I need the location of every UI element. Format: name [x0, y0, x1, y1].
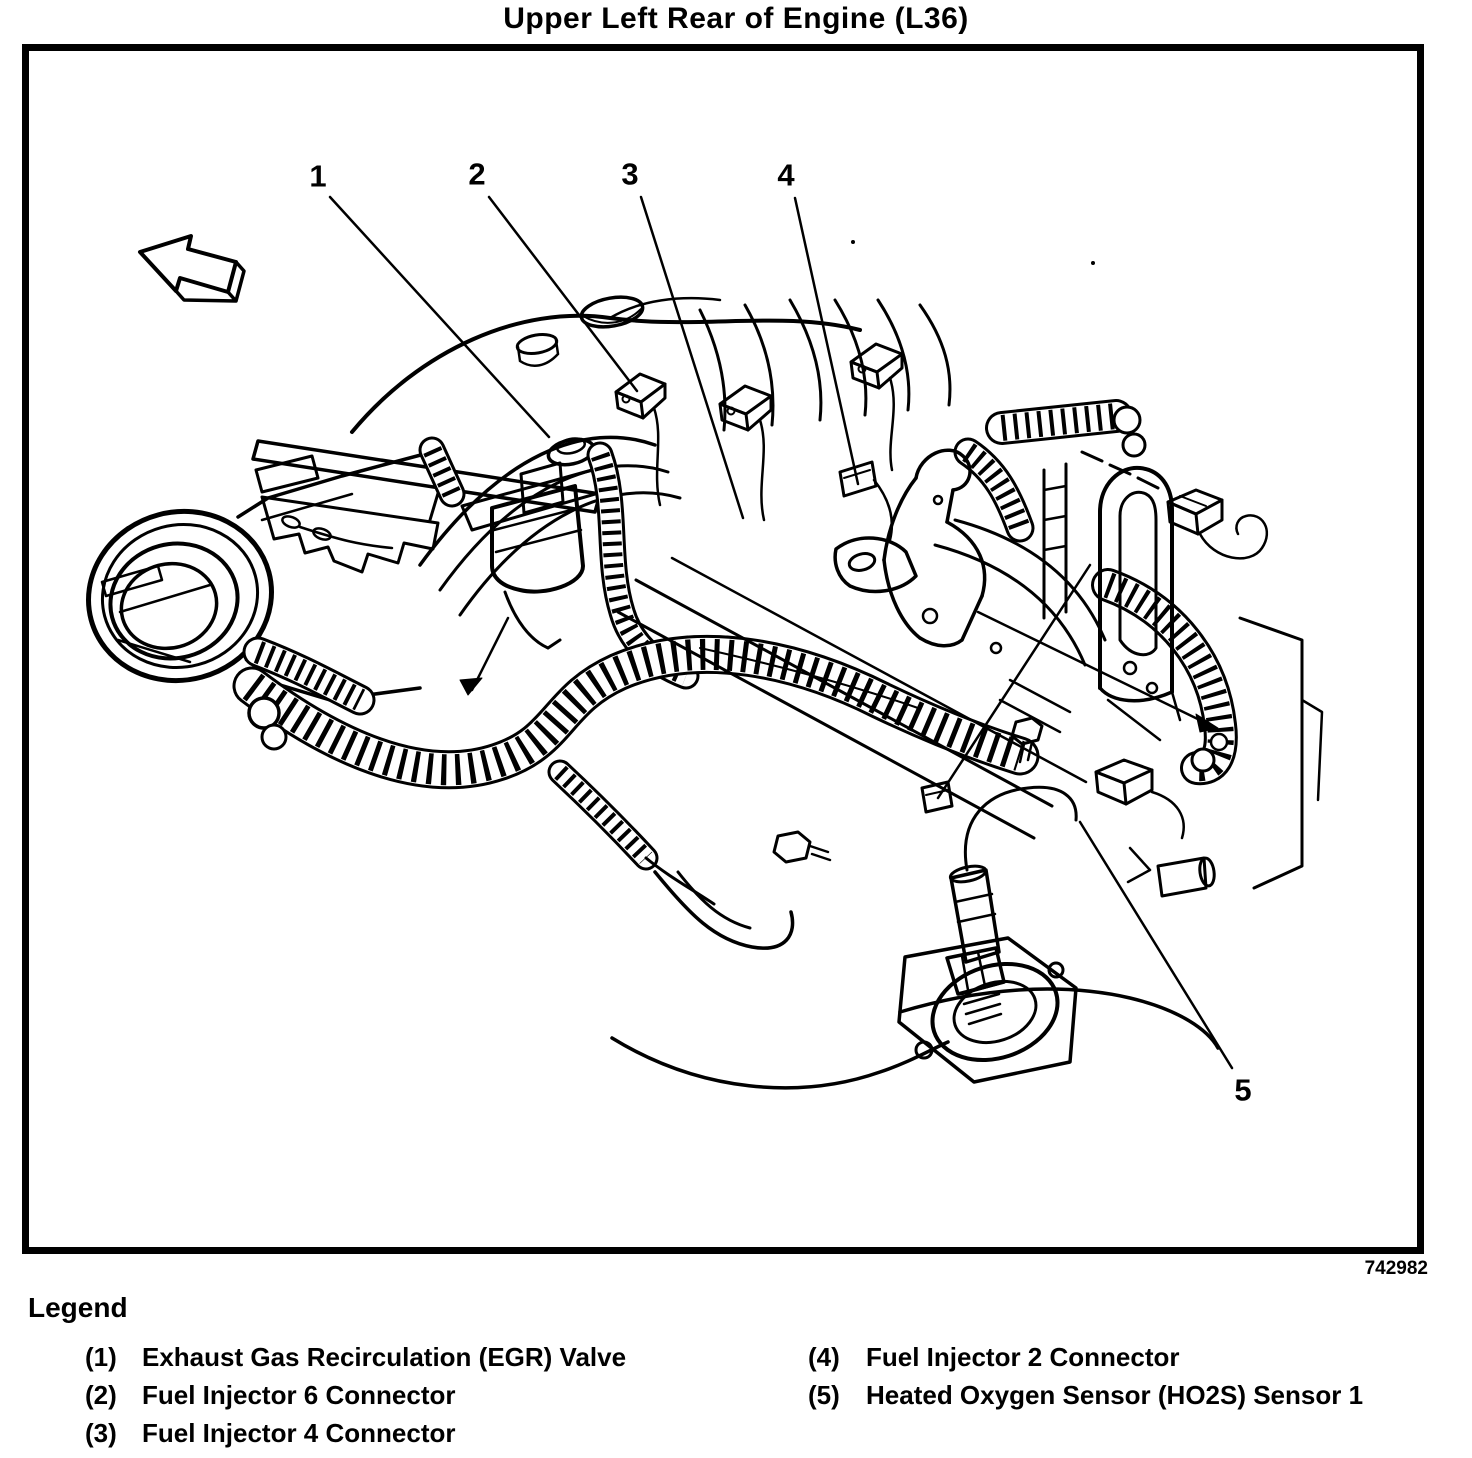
figure-number: 742982 — [1364, 1258, 1428, 1279]
callout-1: 1 — [309, 158, 327, 194]
diagram-border-box — [22, 44, 1424, 1254]
legend-item-label: Heated Oxygen Sensor (HO2S) Sensor 1 — [866, 1380, 1364, 1410]
legend-item-label: Fuel Injector 2 Connector — [866, 1342, 1180, 1372]
callout-2: 2 — [468, 156, 486, 192]
legend-title: Legend — [28, 1292, 128, 1323]
legend-item-label: Fuel Injector 4 Connector — [142, 1418, 456, 1448]
legend-item-number: (3) — [85, 1418, 117, 1448]
callout-5: 5 — [1234, 1072, 1252, 1108]
callout-3: 3 — [621, 156, 639, 192]
legend-item-number: (5) — [808, 1380, 840, 1410]
page-title: Upper Left Rear of Engine (L36) — [503, 2, 969, 35]
legend-item-label: Exhaust Gas Recirculation (EGR) Valve — [142, 1342, 627, 1372]
legend-item-number: (1) — [85, 1342, 117, 1372]
legend-item-number: (2) — [85, 1380, 117, 1410]
legend-item-label: Fuel Injector 6 Connector — [142, 1380, 456, 1410]
legend-item-number: (4) — [808, 1342, 840, 1372]
callout-4: 4 — [777, 157, 795, 193]
